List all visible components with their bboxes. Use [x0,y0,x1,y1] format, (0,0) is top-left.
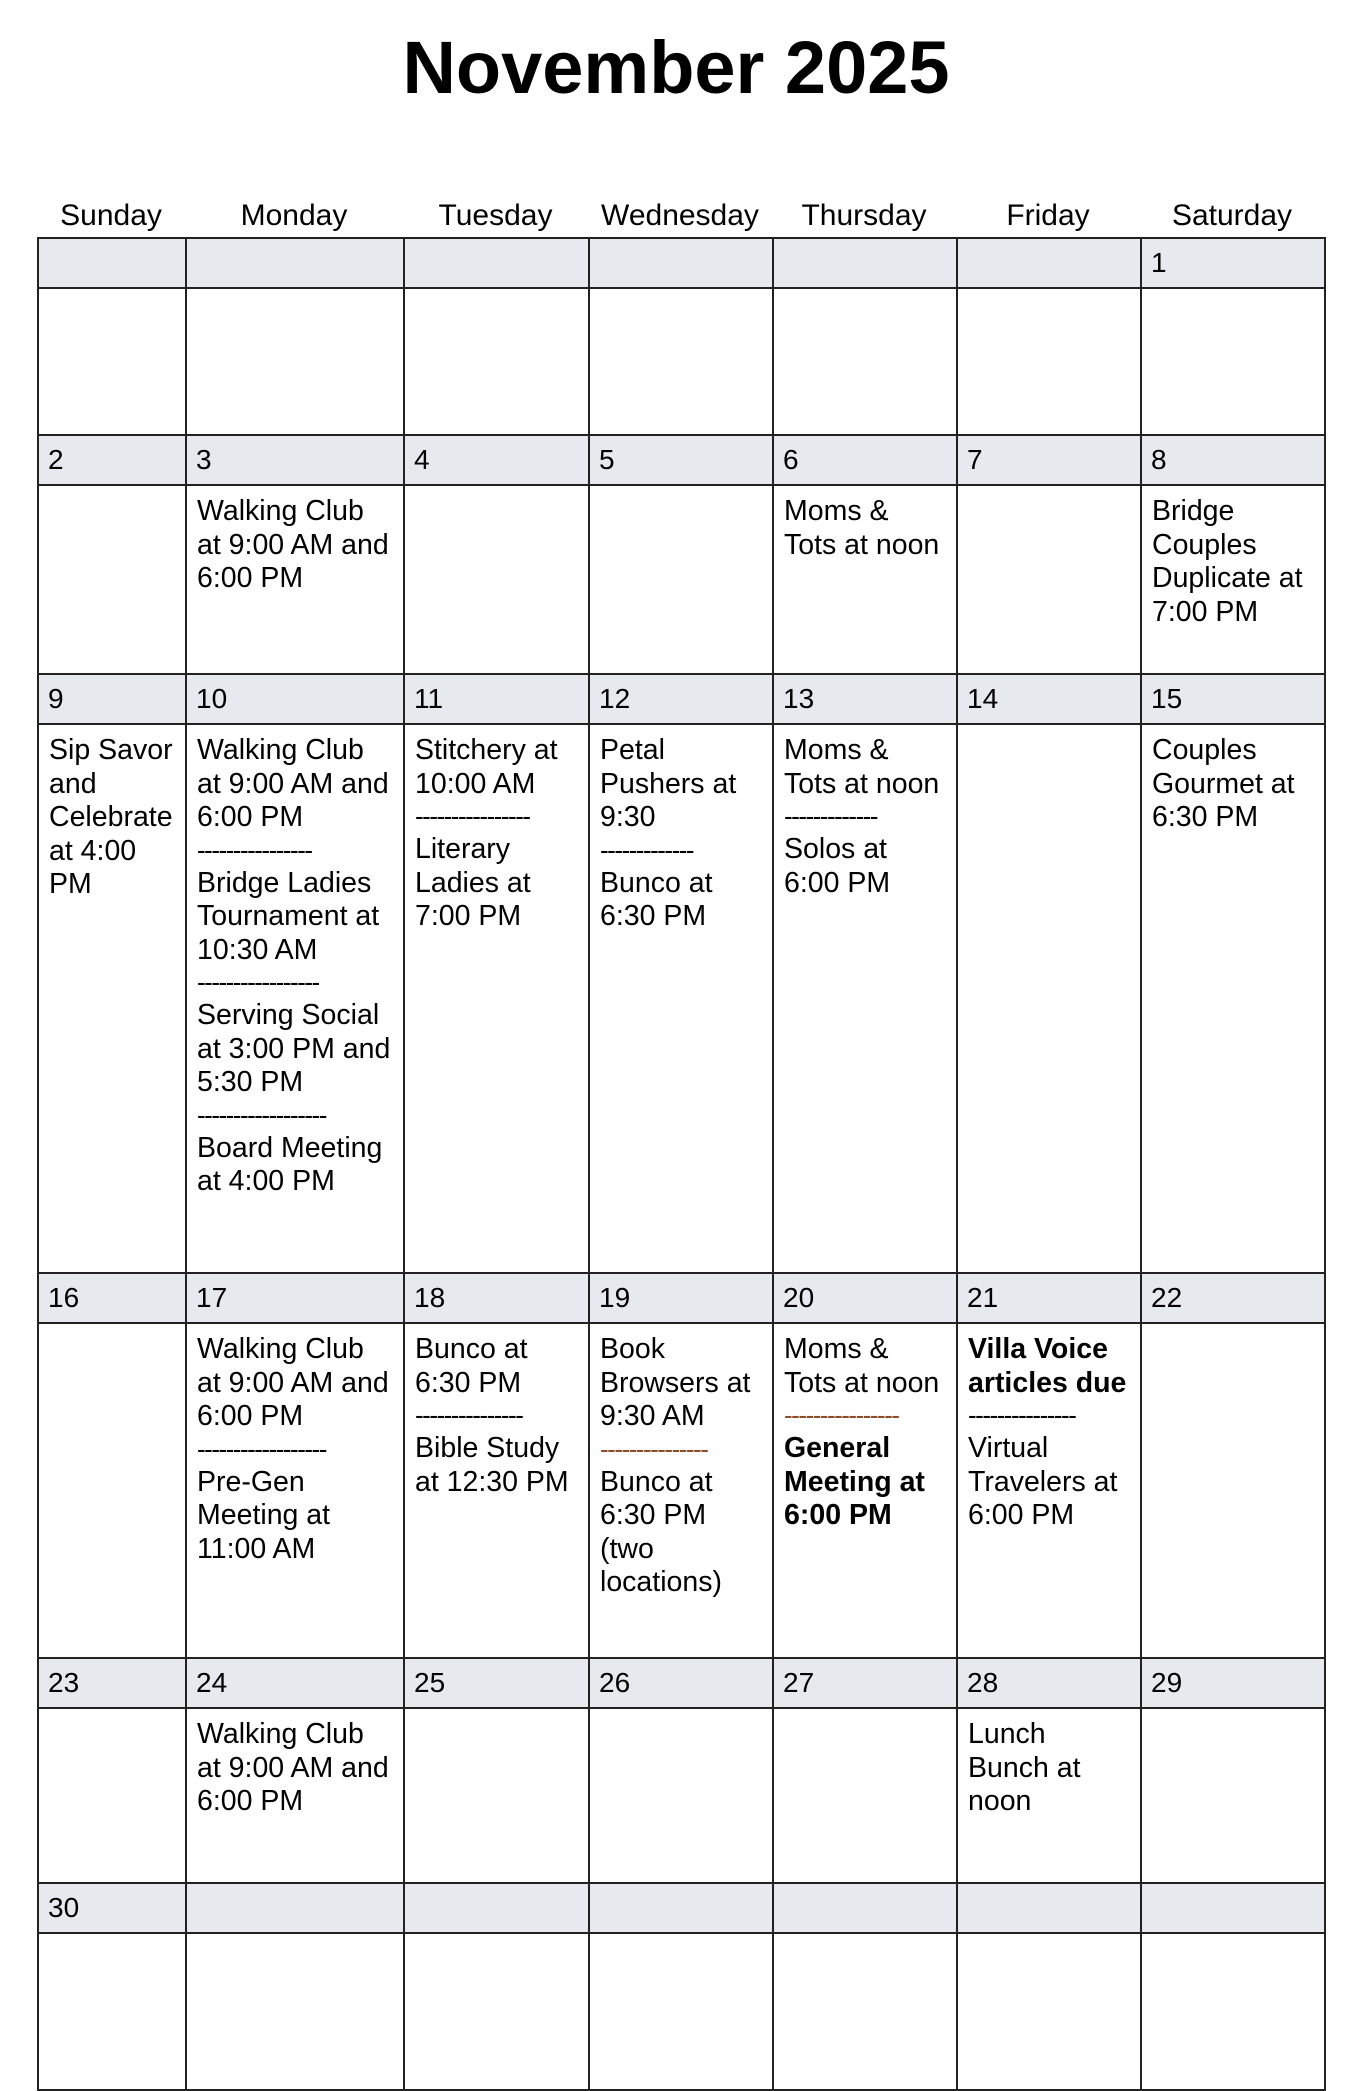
day-events-cell [186,288,404,435]
date-number: 7 [967,444,983,475]
date-cell [404,1273,589,1323]
date-cell [957,674,1141,724]
calendar-event: Bridge Ladies Tournament at 10:30 AM [197,866,380,966]
weekday-header-friday: Friday [1006,199,1090,232]
date-cell [589,238,773,288]
calendar-grid [37,237,1326,2091]
calendar-event: General Meeting at 6:00 PM [784,1432,925,1531]
day-events-cell [957,485,1141,674]
date-number: 30 [48,1892,80,1923]
date-cell [773,1658,957,1708]
week-5-date-row [38,1658,1325,1708]
date-cell [1141,435,1325,485]
date-cell [1141,1658,1325,1708]
calendar-event: Petal Pushers at 9:30 [600,734,737,833]
calendar-event: Walking Club at 9:00 AM and 6:00 PM [197,1333,389,1432]
day-events-cell [38,724,186,1273]
day-events-cell [773,485,957,674]
date-cell [186,1883,404,1933]
date-number: 26 [599,1667,631,1698]
date-cell [186,238,404,288]
day-events-cell [186,724,404,1273]
calendar-event: Literary Ladies at 7:00 PM [415,833,531,932]
day-events-cell [186,485,404,674]
date-cell [589,1883,773,1933]
date-cell [957,1883,1141,1933]
date-cell [1141,674,1325,724]
date-number: 14 [967,683,999,714]
date-cell [773,1273,957,1323]
event-separator: --------------- [600,1437,708,1460]
date-cell [186,1273,404,1323]
date-cell [1141,1883,1325,1933]
calendar-event: Stitchery at 10:00 AM [415,734,558,800]
calendar-event: Moms & Tots at noon [784,1333,940,1399]
calendar-event: Couples Gourmet at 6:30 PM [1152,734,1295,833]
calendar-event: Moms & Tots at noon [784,734,940,800]
event-separator: ------------- [600,838,694,861]
calendar-event: Moms & Tots at noon [784,495,940,561]
week-4-date-row [38,1273,1325,1323]
day-events-cell [589,1323,773,1658]
week-5-events-row [38,1708,1325,1883]
weekday-header-monday: Monday [240,199,348,232]
day-events-cell [38,485,186,674]
day-events-cell [404,288,589,435]
date-number: 21 [967,1282,999,1313]
week-6-date-row [38,1883,1325,1933]
calendar-event: Villa Voice articles due [968,1333,1127,1399]
date-number: 2 [48,444,64,475]
date-number: 24 [196,1667,228,1698]
day-events-cell [1141,1323,1325,1658]
day-events-cell [589,724,773,1273]
weekday-header-tuesday: Tuesday [438,199,553,232]
day-events-cell [404,1933,589,2090]
event-separator: ------------------ [197,1437,326,1460]
date-cell [589,1658,773,1708]
day-events-cell [957,724,1141,1273]
date-cell [957,238,1141,288]
date-number: 29 [1151,1667,1183,1698]
calendar-event: Lunch Bunch at noon [968,1718,1081,1817]
date-number: 9 [48,683,64,714]
date-number: 28 [967,1667,999,1698]
date-cell [38,238,186,288]
date-cell [589,674,773,724]
date-cell [589,1273,773,1323]
day-events-cell [404,1323,589,1658]
date-cell [1141,238,1325,288]
day-events-cell [773,1933,957,2090]
week-4-events-row [38,1323,1325,1658]
day-events-cell [38,1708,186,1883]
date-number: 10 [196,683,228,714]
event-separator: ------------------ [197,1103,326,1126]
event-separator: --------------- [968,1404,1076,1426]
calendar-event: Walking Club at 9:00 AM and 6:00 PM [197,734,389,833]
week-1-date-row [38,238,1325,288]
day-events-cell [38,1933,186,2090]
date-cell [773,1883,957,1933]
week-3-events-row [38,724,1325,1273]
date-cell [186,674,404,724]
date-number: 5 [599,444,615,475]
date-number: 1 [1151,247,1167,278]
day-events-cell [957,1933,1141,2090]
date-cell [38,1658,186,1708]
date-number: 18 [414,1282,446,1313]
calendar-event: Walking Club at 9:00 AM and 6:00 PM [197,495,389,594]
calendar-event: Bible Study at 12:30 PM [415,1432,569,1498]
date-cell [38,1883,186,1933]
day-events-cell [589,1933,773,2090]
day-events-cell [1141,1708,1325,1883]
day-events-cell [1141,1933,1325,2090]
week-1-events-row [38,288,1325,435]
calendar-event: Bunco at 6:30 PM (two locations) [600,1465,722,1598]
date-cell [957,1658,1141,1708]
date-cell [1141,1273,1325,1323]
date-number: 6 [783,444,799,475]
event-separator: ------------- [784,805,878,827]
day-events-cell [773,724,957,1273]
date-number: 20 [783,1282,815,1313]
week-6-events-row [38,1933,1325,2090]
week-3-date-row [38,674,1325,724]
day-events-cell [186,1708,404,1883]
day-events-cell [1141,485,1325,674]
event-separator: ----------------- [197,971,319,993]
day-events-cell [404,724,589,1273]
date-cell [773,238,957,288]
date-number: 27 [783,1667,815,1698]
date-cell [957,1273,1141,1323]
date-cell [773,435,957,485]
date-cell [404,435,589,485]
weekday-header-saturday: Saturday [1171,199,1293,232]
day-events-cell [186,1323,404,1658]
day-events-cell [957,288,1141,435]
day-events-cell [38,288,186,435]
weekday-header-sunday: Sunday [60,199,162,232]
day-events-cell [404,1708,589,1883]
date-number: 23 [48,1667,80,1698]
day-events-cell [186,1933,404,2090]
date-number: 8 [1151,444,1167,475]
date-cell [957,435,1141,485]
calendar-event: Bridge Couples Duplicate at 7:00 PM [1152,495,1303,628]
day-events-cell [1141,288,1325,435]
date-cell [38,1273,186,1323]
day-events-cell [1141,724,1325,1273]
date-cell [186,435,404,485]
date-cell [589,435,773,485]
weekday-header-wednesday: Wednesday [601,199,759,232]
date-cell [38,674,186,724]
event-separator: --------------- [415,1404,523,1426]
day-events-cell [404,485,589,674]
calendar-event: Virtual Travelers at 6:00 PM [968,1432,1118,1531]
day-events-cell [38,1323,186,1658]
date-number: 16 [48,1282,80,1313]
date-number: 15 [1151,683,1183,714]
day-events-cell [957,1708,1141,1883]
date-number: 19 [599,1282,631,1313]
calendar-event: Solos at 6:00 PM [784,833,891,899]
calendar-title: November 2025 [402,26,950,109]
event-separator: ---------------- [197,838,312,861]
date-cell [404,1658,589,1708]
date-number: 22 [1151,1282,1183,1313]
day-events-cell [957,1323,1141,1658]
day-events-cell [773,288,957,435]
day-events-cell [773,1708,957,1883]
calendar-event: Book Browsers at 9:30 AM [600,1333,751,1432]
day-events-cell [589,1708,773,1883]
date-number: 12 [599,683,631,714]
date-cell [38,435,186,485]
day-events-cell [773,1323,957,1658]
date-cell [186,1658,404,1708]
calendar-event: Walking Club at 9:00 AM and 6:00 PM [197,1718,389,1817]
date-cell [404,238,589,288]
week-2-events-row [38,485,1325,674]
calendar-event: Board Meeting at 4:00 PM [197,1131,383,1197]
weekday-header-thursday: Thursday [801,199,927,232]
calendar-event: Pre-Gen Meeting at 11:00 AM [197,1465,331,1565]
calendar-event: Sip Savor and Celebrate at 4:00 PM [49,734,173,900]
date-number: 4 [414,444,430,475]
day-events-cell [589,288,773,435]
date-number: 3 [196,444,212,475]
date-cell [404,674,589,724]
date-cell [404,1883,589,1933]
calendar-event: Serving Social at 3:00 PM and 5:30 PM [197,999,391,1098]
date-number: 11 [414,683,444,714]
event-separator: ---------------- [415,805,530,827]
date-number: 25 [414,1667,446,1698]
calendar-event: Bunco at 6:30 PM [415,1333,528,1399]
day-events-cell [589,485,773,674]
calendar-event: Bunco at 6:30 PM [600,866,713,932]
date-number: 13 [783,683,815,714]
date-number: 17 [196,1282,228,1313]
week-2-date-row [38,435,1325,485]
event-separator: ---------------- [784,1404,899,1426]
date-cell [773,674,957,724]
